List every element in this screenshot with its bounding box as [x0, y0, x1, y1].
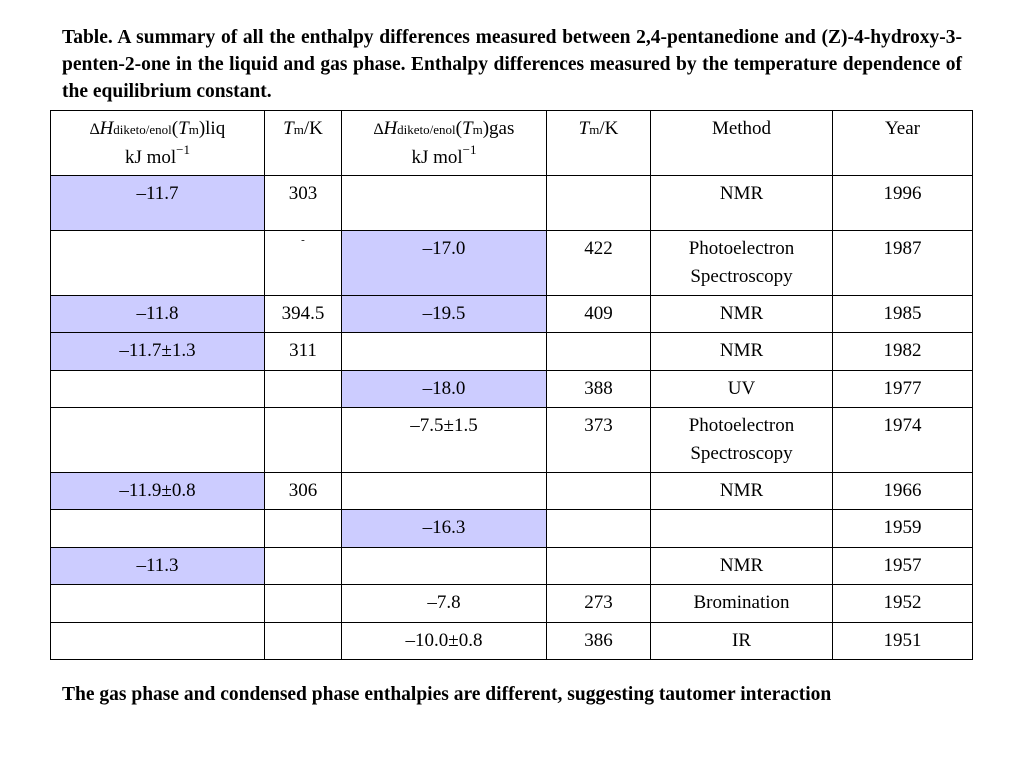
table-row [51, 333, 973, 371]
cell-tm-liq: 303 [265, 176, 342, 231]
cell-method [651, 510, 833, 548]
cell-gas: –18.0 [342, 371, 547, 408]
table-row [51, 408, 973, 473]
cell-gas [342, 333, 547, 371]
cell-tm-liq [265, 548, 342, 585]
cell-gas [342, 176, 547, 231]
cell-tm-gas: 388 [547, 371, 651, 408]
cell-tm-liq [265, 623, 342, 660]
cell-method: NMR [651, 176, 833, 231]
cell-method: Photoelectron Spectroscopy [651, 231, 833, 296]
cell-year: 1951 [833, 623, 973, 660]
table-row [51, 371, 973, 408]
table-caption: Table. A summary of all the enthalpy differences measured between 2,4-pentanedione and (Z)-4-hydroxy-3-penten-2-one in the liquid and gas phase. Enthalpy differences measured by the temperature dependence of the equilibrium constant. [62, 27, 962, 102]
cell-gas: –19.5 [342, 296, 547, 333]
cell-tm-gas: 273 [547, 585, 651, 623]
table-row [51, 623, 973, 660]
header-delta-h-gas: ∆Hdiketo/enol(Tm)gas kJ mol$^{-1}$ [342, 111, 547, 176]
cell-tm-liq [265, 510, 342, 548]
cell-tm-liq: 394.5 [265, 296, 342, 333]
cell-liq: –11.7 [51, 176, 265, 231]
cell-liq [51, 408, 265, 473]
cell-tm-liq [265, 371, 342, 408]
cell-year: 1982 [833, 333, 973, 371]
table-row [51, 585, 973, 623]
cell-year: 1957 [833, 548, 973, 585]
conclusion-text: The gas phase and condensed phase enthalpies are different, suggesting tautomer interaction [62, 684, 832, 705]
cell-tm-gas: 409 [547, 296, 651, 333]
cell-gas: –7.5±1.5 [342, 408, 547, 473]
cell-method: UV [651, 371, 833, 408]
cell-year: 1974 [833, 408, 973, 473]
table-row [51, 510, 973, 548]
header-tm-liq: Tm/K [265, 111, 342, 176]
cell-tm-liq: 311 [265, 333, 342, 371]
cell-gas: –16.3 [342, 510, 547, 548]
cell-liq: –11.9±0.8 [51, 473, 265, 510]
cell-gas: –10.0±0.8 [342, 623, 547, 660]
cell-tm-gas [547, 510, 651, 548]
cell-tm-gas [547, 176, 651, 231]
header-tm-gas: Tm/K [547, 111, 651, 176]
cell-method: Photoelectron Spectroscopy [651, 408, 833, 473]
cell-tm-gas [547, 473, 651, 510]
cell-gas [342, 473, 547, 510]
table-header-row [51, 111, 973, 176]
cell-tm-liq [265, 585, 342, 623]
cell-tm-liq: - [265, 231, 342, 296]
cell-liq [51, 585, 265, 623]
cell-tm-gas: 386 [547, 623, 651, 660]
cell-liq [51, 371, 265, 408]
cell-tm-gas [547, 333, 651, 371]
cell-gas: –17.0 [342, 231, 547, 296]
cell-method: NMR [651, 548, 833, 585]
cell-year: 1952 [833, 585, 973, 623]
cell-tm-gas: 373 [547, 408, 651, 473]
cell-liq [51, 510, 265, 548]
cell-year: 1977 [833, 371, 973, 408]
header-year: Year [833, 111, 973, 176]
enthalpy-table [50, 110, 973, 660]
table-row [51, 176, 973, 231]
cell-tm-liq [265, 408, 342, 473]
cell-year: 1966 [833, 473, 973, 510]
cell-method: Bromination [651, 585, 833, 623]
cell-year: 1996 [833, 176, 973, 231]
cell-liq [51, 231, 265, 296]
cell-method: NMR [651, 296, 833, 333]
cell-tm-gas: 422 [547, 231, 651, 296]
cell-tm-gas [547, 548, 651, 585]
cell-gas [342, 548, 547, 585]
cell-gas: –7.8 [342, 585, 547, 623]
cell-liq [51, 623, 265, 660]
table-row [51, 231, 973, 296]
cell-year: 1959 [833, 510, 973, 548]
cell-method: NMR [651, 473, 833, 510]
cell-liq: –11.3 [51, 548, 265, 585]
cell-tm-liq: 306 [265, 473, 342, 510]
header-method: Method [651, 111, 833, 176]
table-row [51, 548, 973, 585]
cell-method: IR [651, 623, 833, 660]
cell-year: 1985 [833, 296, 973, 333]
table-row [51, 473, 973, 510]
table-row [51, 296, 973, 333]
cell-liq: –11.7±1.3 [51, 333, 265, 371]
cell-method: NMR [651, 333, 833, 371]
header-delta-h-liq: ∆Hdiketo/enol(Tm)liq kJ mol$^{-1}$ [51, 111, 265, 176]
cell-liq: –11.8 [51, 296, 265, 333]
cell-year: 1987 [833, 231, 973, 296]
